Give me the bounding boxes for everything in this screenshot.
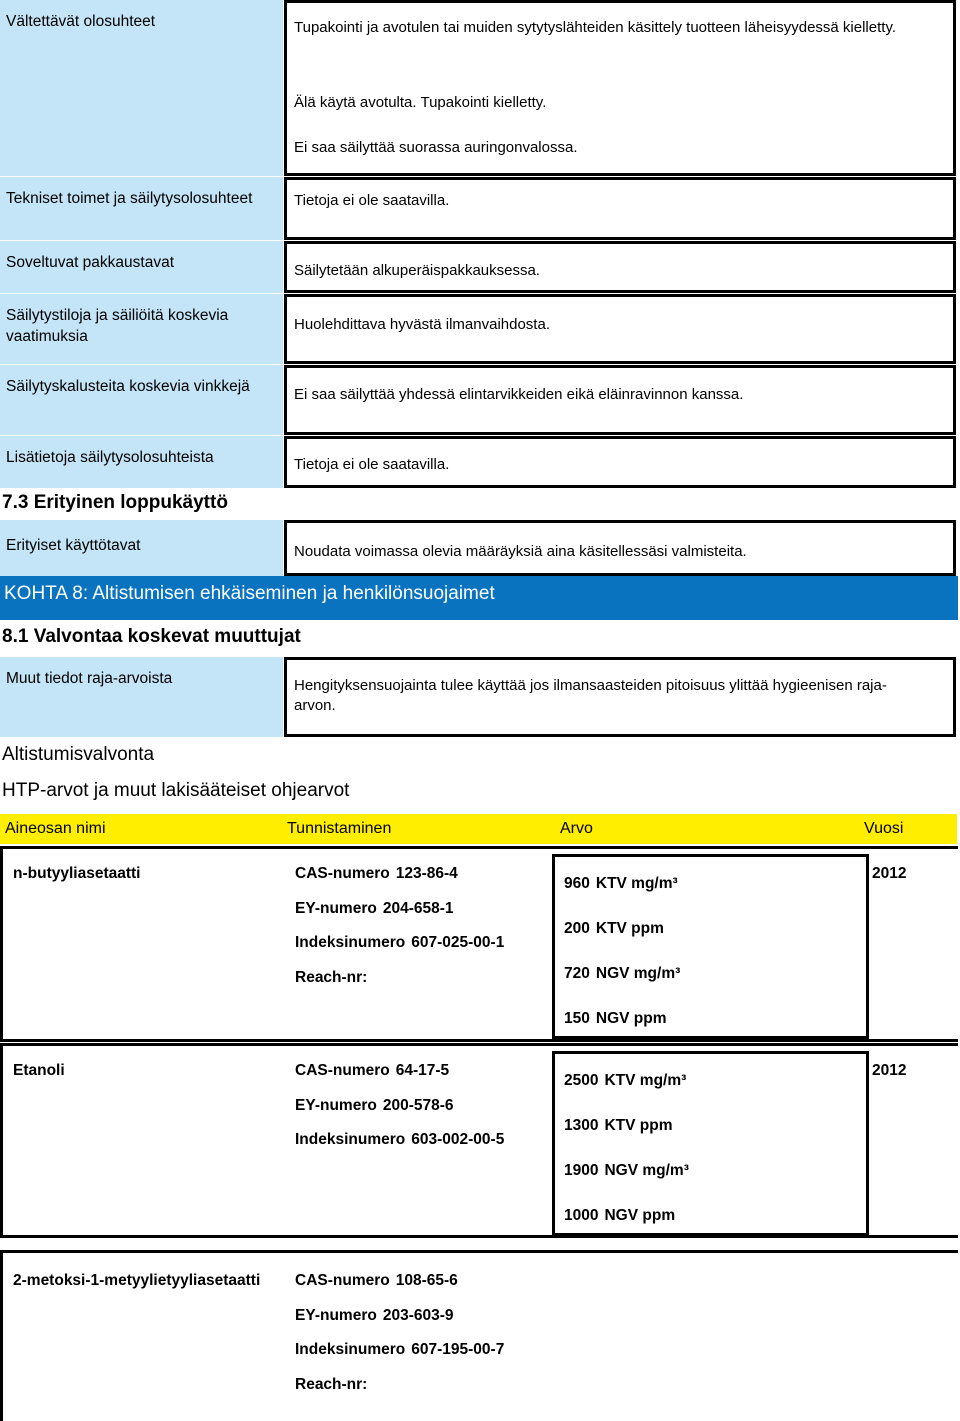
value-line: 2500 KTV mg/m³ <box>564 1072 687 1089</box>
value-furniture-tips: Ei saa säilyttää yhdessä elintarvikkeiden eikä eläinravinnon kanssa. <box>284 365 956 435</box>
header-identification: Tunnistaminen <box>287 820 392 837</box>
substance-row <box>0 846 958 1042</box>
avoid-text-1: Tupakointi ja avotulen tai muiden sytytyslähteiden käsittely tuotteen läheisyydessä kielletty. <box>294 19 896 36</box>
id-line: CAS-numero 64-17-5 <box>295 1062 450 1079</box>
values-box <box>552 1051 869 1236</box>
heading-8-1: 8.1 Valvontaa koskevat muuttujat <box>2 626 301 647</box>
avoid-text-2: Älä käytä avotulta. Tupakointi kielletty. <box>294 94 547 111</box>
value-line: 200 KTV ppm <box>564 920 664 937</box>
header-year: Vuosi <box>864 820 904 837</box>
id-line: CAS-numero 108-65-6 <box>295 1272 458 1289</box>
value-limit-values-info: Hengityksensuojainta tulee käyttää jos ilmansaasteiden pitoisuus ylittää hygieenisen raja-arvon. <box>284 657 956 737</box>
value-line: 1900 NGV mg/m³ <box>564 1162 689 1179</box>
id-line: Reach-nr: <box>295 969 368 986</box>
value-additional-storage: Tietoja ei ole saatavilla. <box>284 436 956 488</box>
section-8-bar: KOHTA 8: Altistumisen ehkäiseminen ja henkilönsuojaimet <box>0 576 958 620</box>
value-line: 720 NGV mg/m³ <box>564 965 681 982</box>
label-additional-storage: Lisätietoja säilytysolosuhteista <box>0 436 283 488</box>
substance-row <box>0 1043 958 1238</box>
id-line: Indeksinumero 607-195-00-7 <box>295 1341 505 1358</box>
header-value: Arvo <box>560 820 593 837</box>
label-technical-measures: Tekniset toimet ja säilytysolosuhteet <box>0 177 283 240</box>
value-special-uses: Noudata voimassa olevia määräyksiä aina käsitellessäsi valmisteita. <box>284 520 956 576</box>
heading-exposure-control: Altistumisvalvonta <box>2 744 155 765</box>
id-line: Indeksinumero 603-002-00-5 <box>295 1131 505 1148</box>
value-line: 1300 KTV ppm <box>564 1117 673 1134</box>
label-limit-values-info: Muut tiedot raja-arvoista <box>0 657 283 737</box>
label-avoid-conditions: Vältettävät olosuhteet <box>0 0 283 176</box>
label-furniture-tips: Säilytyskalusteita koskevia vinkkejä <box>0 365 283 435</box>
value-line: 1000 NGV ppm <box>564 1207 676 1224</box>
header-substance-name: Aineosan nimi <box>5 820 106 837</box>
id-line: Indeksinumero 607-025-00-1 <box>295 934 505 951</box>
heading-7-3: 7.3 Erityinen loppukäyttö <box>2 492 228 513</box>
value-packaging: Säilytetään alkuperäispakkauksessa. <box>284 241 956 293</box>
value-line: 960 KTV mg/m³ <box>564 875 678 892</box>
heading-htp-values: HTP-arvot ja muut lakisääteiset ohjearvot <box>2 780 350 801</box>
label-packaging: Soveltuvat pakkaustavat <box>0 241 283 293</box>
value-line: 150 NGV ppm <box>564 1010 667 1027</box>
id-line: EY-numero 200-578-6 <box>295 1097 454 1114</box>
label-special-uses: Erityiset käyttötavat <box>0 520 283 576</box>
substance-name: 2-metoksi-1-metyylietyyliasetaatti <box>13 1272 261 1289</box>
value-storage-requirements: Huolehdittava hyvästä ilmanvaihdosta. <box>284 294 956 364</box>
substance-name: Etanoli <box>13 1062 65 1079</box>
id-line: EY-numero 203-603-9 <box>295 1307 454 1324</box>
values-box <box>552 854 869 1039</box>
label-storage-requirements: Säilytystiloja ja säiliöitä koskevia vaatimuksia <box>0 294 283 364</box>
value-technical-measures: Tietoja ei ole saatavilla. <box>284 177 956 240</box>
id-line: Reach-nr: <box>295 1376 368 1393</box>
substance-name: n-butyyliasetaatti <box>13 865 141 882</box>
avoid-text-3: Ei saa säilyttää suorassa auringonvalossa. <box>294 139 578 156</box>
year-value: 2012 <box>872 1062 907 1079</box>
id-line: CAS-numero 123-86-4 <box>295 865 458 882</box>
table-header-row <box>0 814 957 844</box>
value-avoid-conditions <box>284 0 956 176</box>
year-value: 2012 <box>872 865 907 882</box>
id-line: EY-numero 204-658-1 <box>295 900 454 917</box>
substance-row <box>0 1250 958 1421</box>
